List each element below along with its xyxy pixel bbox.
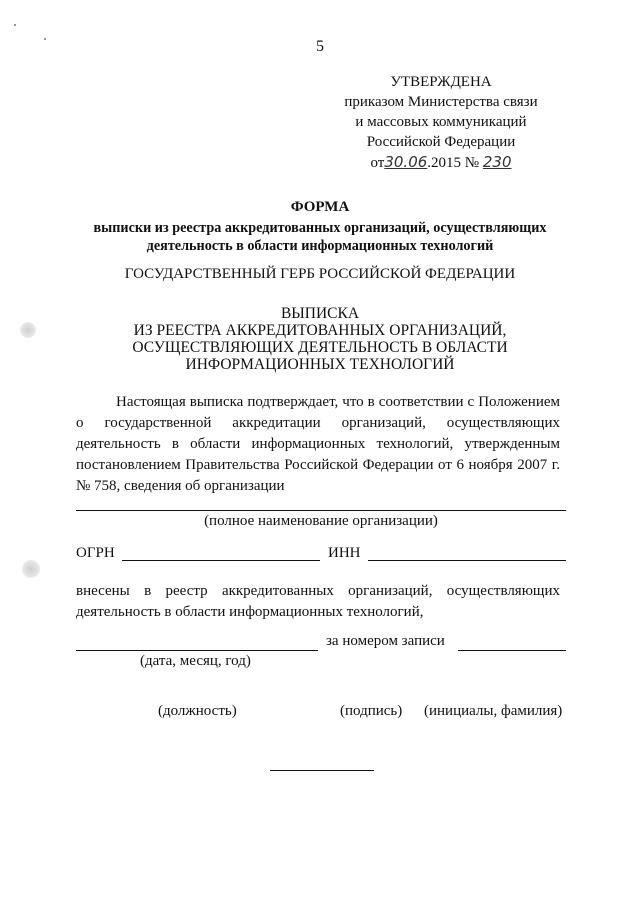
date-prefix: от [370,155,385,171]
inn-label: ИНН [328,545,361,561]
scan-hole-mark [22,560,40,578]
handwritten-number: 230 [482,153,512,171]
ogrn-label: ОГРН [76,545,115,561]
form-title: ФОРМА [290,199,350,215]
extract-heading [0,305,640,373]
record-number-field[interactable] [458,650,566,651]
body-text: Настоящая выписка подтверждает, что в соответствии с Положением о государственной аккредитации организаций, осуществляющих деятельность в области информационных технологий, утвержденным постановлением Правительства Российской Федерации от 6 ноября 2007 г. № 758, сведения об организации [76,394,560,494]
approval-line: Российской Федерации [366,134,516,150]
org-name-caption: (полное наименование организации) [204,513,438,529]
name-caption: (инициалы, фамилия) [424,703,563,719]
extract-line: ВЫПИСКА [280,305,360,322]
date-year: .2015 № [427,155,480,171]
approval-title: УТВЕРЖДЕНА [390,74,492,90]
approval-line: и массовых коммуникаций [355,114,527,130]
signature-caption: (подпись) [340,703,403,719]
approval-block [330,72,552,173]
position-caption: (должность) [158,703,237,719]
emblem-placeholder: ГОСУДАРСТВЕННЫЙ ГЕРБ РОССИЙСКОЙ ФЕДЕРАЦИИ [124,266,516,282]
registry-paragraph: внесены в реестр аккредитованных организаций, осуществляющих деятельность в области информационных технологий, [76,583,560,620]
form-subtitle: выписки из реестра аккредитованных организаций, осуществляющих деятельность в области информационных технологий [93,220,547,254]
inn-field[interactable] [368,560,566,561]
scan-speck [14,24,16,26]
approval-line: приказом Министерства связи [344,94,538,110]
page-number: 5 [316,38,324,55]
approval-date [370,152,511,173]
extract-line: ИЗ РЕЕСТРА АККРЕДИТОВАННЫХ ОРГАНИЗАЦИЙ, [133,322,507,339]
handwritten-date: 30.06 [384,153,428,171]
extract-line: ОСУЩЕСТВЛЯЮЩИХ ДЕЯТЕЛЬНОСТЬ В ОБЛАСТИ [132,339,508,356]
date-caption: (дата, месяц, год) [140,653,251,669]
bottom-separator [270,770,374,771]
extract-line: ИНФОРМАЦИОННЫХ ТЕХНОЛОГИЙ [185,356,455,373]
date-field[interactable] [76,650,318,651]
record-label: за номером записи [326,633,445,649]
org-name-field[interactable] [76,510,566,511]
body-paragraph [76,392,560,497]
ogrn-field[interactable] [122,560,320,561]
